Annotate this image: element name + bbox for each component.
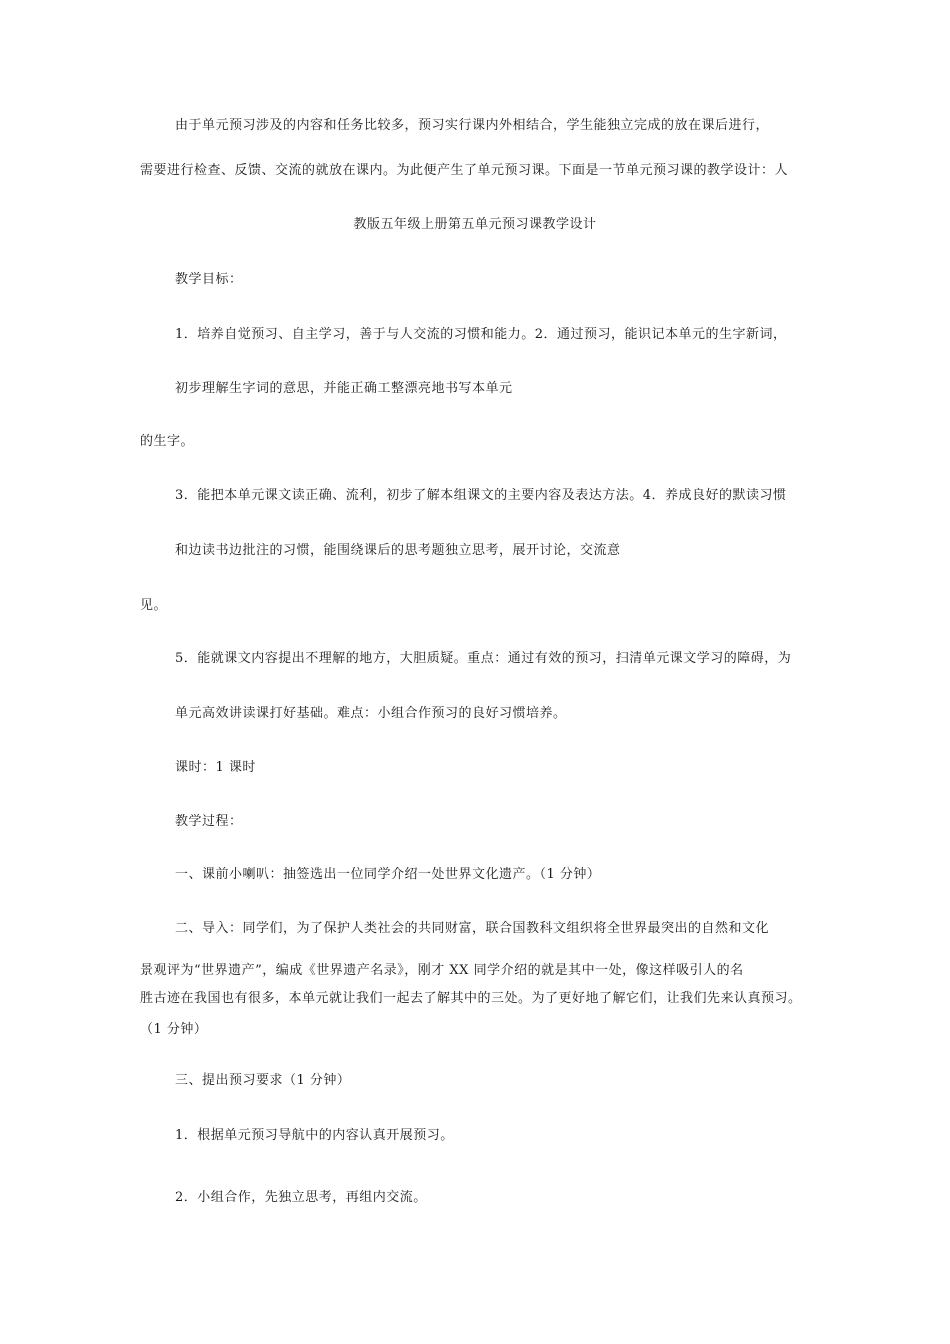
step-1: 一、课前小喇叭：抽签选出一位同学介绍一处世界文化遗产。（1 分钟） — [175, 867, 601, 882]
goal-2-line-1: 初步理解生字词的意思，并能正确工整漂亮地书写本单元 — [175, 381, 513, 396]
goal-2-line-2: 的生字。 — [140, 434, 195, 449]
paragraph-intro-line-1: 由于单元预习涉及的内容和任务比较多，预习实行课内外相结合，学生能独立完成的放在课后进行， — [175, 118, 770, 133]
step-3-heading: 三、提出预习要求（1 分钟） — [175, 1073, 351, 1088]
step-2-line-1: 二、导入：同学们，为了保护人类社会的共同财富，联合国教科文组织将全世界最突出的自然和文化 — [175, 921, 770, 936]
step-2-line-3: 胜古迹在我国也有很多，本单元就让我们一起去了解其中的三处。为了更好地了解它们，让我们先来认真预习。 — [140, 991, 802, 1006]
heading-teaching-process: 教学过程： — [175, 814, 243, 829]
goal-1-line-1: 1．培养自觉预习、自主学习，善于与人交流的习惯和能力。2．通过预习，能识记本单元的生字新词， — [175, 327, 787, 342]
step-2-line-2: 景观评为“世界遗产”，编成《世界遗产名录》，刚才 XX 同学介绍的就是其中一处，像这样吸引人的名 — [140, 963, 744, 978]
document-title: 教版五年级上册第五单元预习课教学设计 — [353, 217, 597, 232]
step-2-line-4: （1 分钟） — [140, 1022, 208, 1037]
goal-4-line-1: 和边读书边批注的习惯，能围绕课后的思考题独立思考，展开讨论，交流意 — [175, 543, 621, 558]
heading-teaching-goals: 教学目标： — [175, 272, 243, 287]
paragraph-intro-line-2: 需要进行检查、反馈、交流的就放在课内。为此便产生了单元预习课。下面是一节单元预习课的教学设计：人 — [140, 163, 789, 178]
goal-4-line-2: 见。 — [140, 598, 168, 613]
class-hours: 课时：1 课时 — [175, 760, 256, 775]
goal-3-line-1: 3．能把本单元课文读正确、流利，初步了解本组课文的主要内容及表达方法。4．养成良好的默读习惯 — [175, 488, 787, 503]
requirement-2: 2．小组合作，先独立思考，再组内交流。 — [175, 1190, 427, 1205]
goal-5-line-2: 单元高效讲读课打好基础。难点：小组合作预习的良好习惯培养。 — [175, 706, 567, 721]
goal-5-line-1: 5．能就课文内容提出不理解的地方，大胆质疑。重点：通过有效的预习，扫清单元课文学习的障碍，为 — [175, 651, 792, 666]
requirement-1: 1．根据单元预习导航中的内容认真开展预习。 — [175, 1128, 454, 1143]
